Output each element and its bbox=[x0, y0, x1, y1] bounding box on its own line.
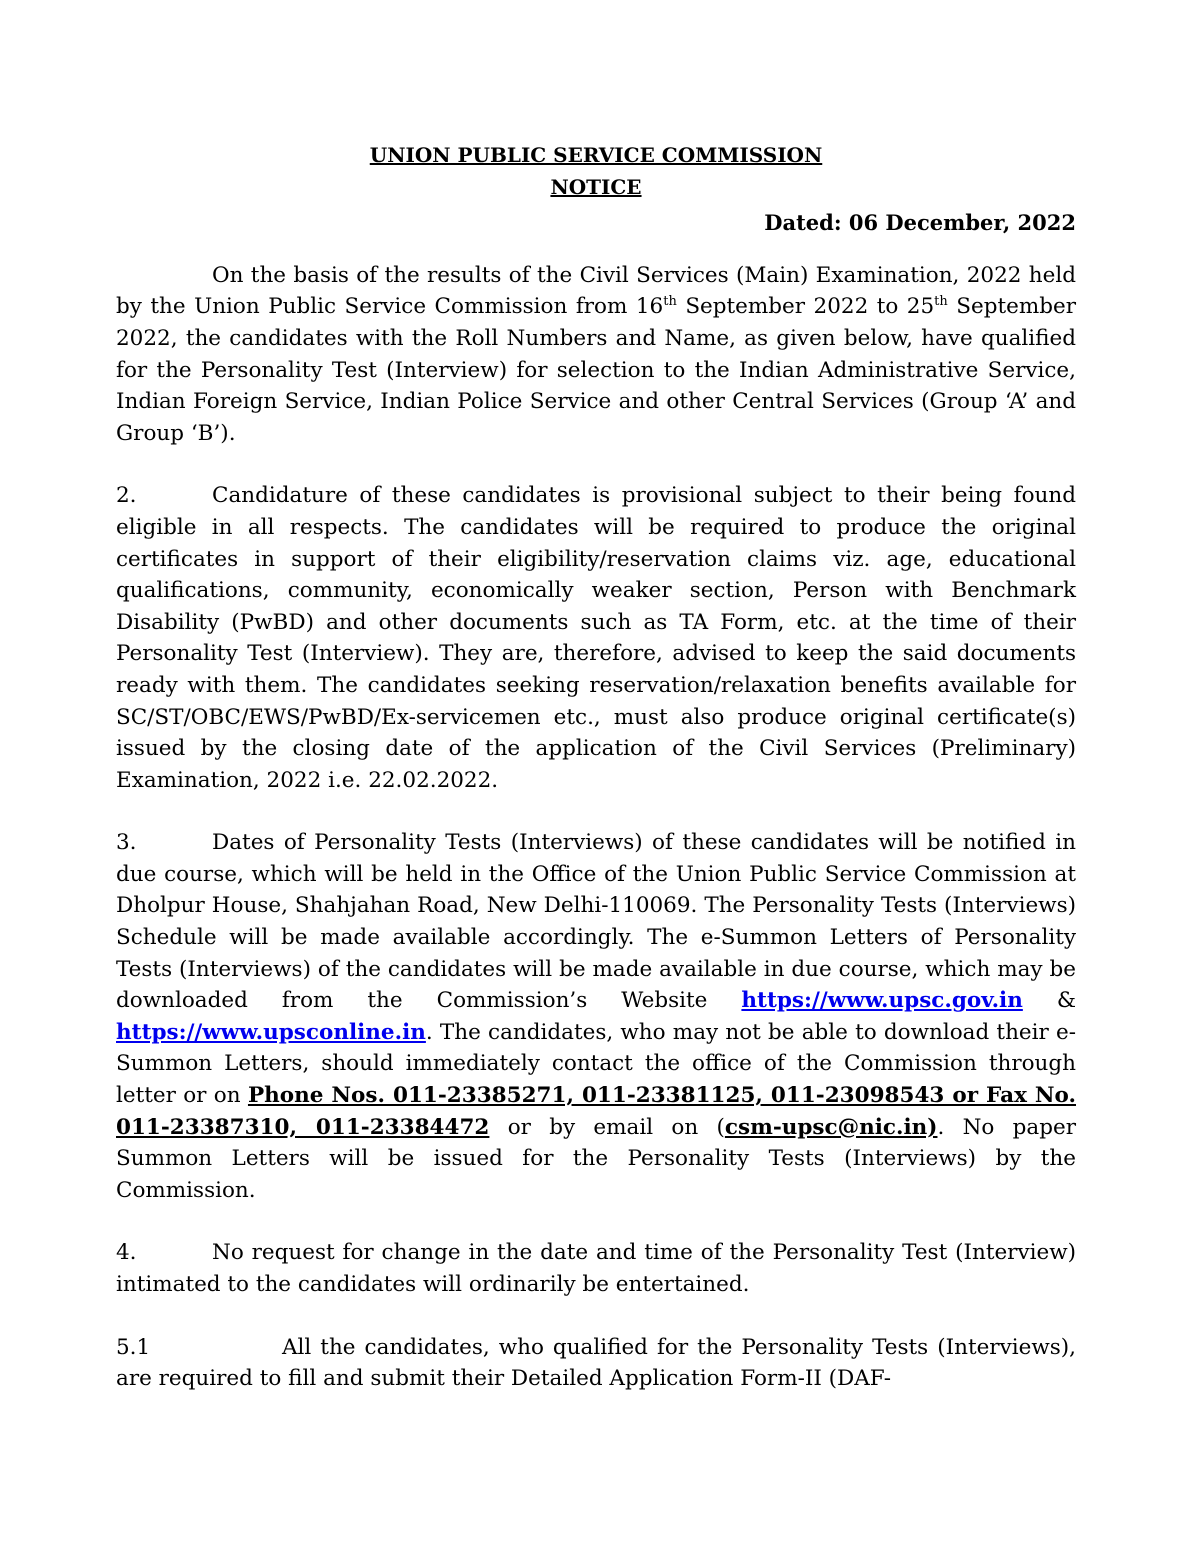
paragraph-number: 2. bbox=[116, 483, 137, 509]
contact-phone-numbers: Phone Nos. 011-23385271, 011-23381125, 011-23098543 or Fax No. 011-23387310, 011-23384472 bbox=[116, 1083, 1076, 1140]
org-heading: UNION PUBLIC SERVICE COMMISSION bbox=[369, 143, 823, 167]
contact-email[interactable]: csm-upsc@nic.in) bbox=[724, 1114, 938, 1140]
notice-page bbox=[116, 140, 1076, 1395]
upsconline-website-link[interactable]: https://www.upsconline.in bbox=[116, 1019, 426, 1045]
paragraph-5-1: 5.1 All the candidates, who qualified for the Personality Tests (Interviews), are required to fill and submit their Detailed Application Form-II (DAF- bbox=[116, 1332, 1076, 1395]
intro-paragraph: On the basis of the results of the Civil Services (Main) Examination, 2022 held by the Union Public Service Commission from 16th September 2022 to 25th September 2022, the candidates with the Roll Numbers and Name, as given below, have qualified for the Personality Test (Interview) for selection to the Indian Administrative Service, Indian Foreign Service, Indian Police Service and other Central Services (Group ‘A’ and Group ‘B’). bbox=[116, 262, 1076, 446]
upsc-website-link[interactable]: https://www.upsc.gov.in bbox=[741, 988, 1023, 1014]
paragraph-number: 4. bbox=[116, 1240, 137, 1266]
notice-date: Dated: 06 December, 2022 bbox=[764, 210, 1076, 236]
paragraph-number: 3. bbox=[116, 830, 137, 856]
paragraph-number: 5.1 bbox=[116, 1334, 151, 1360]
paragraph-4: 4. No request for change in the date and time of the Personality Test (Interview) intimated to the candidates will ordinarily be entertained. bbox=[116, 1237, 1076, 1300]
paragraph-3: 3. Dates of Personality Tests (Interviews) of these candidates will be notified in due course, which will be held in the Office of the Union Public Service Commission at Dholpur House, Shahjahan Road, New Delhi-110069. The Personality Tests (Interviews) Schedule will be made available accordingly. The e-Summon Letters of Personality Tests (Interviews) of the candidates will be made available in due course, which may be downloaded from the Commission’s Website https://www.upsc.gov.in & https://www.upsconline.in. The candidates, who may not be able to download their e-Summon Letters, should immediately contact the office of the Commission through letter or on Phone Nos. 011-23385271, 011-23381125, 011-23098543 or Fax No. 011-23387310, 011-23384472 or by email on (csm-upsc@nic.in). No paper Summon Letters will be issued for the Personality Tests (Interviews) by the Commission. bbox=[116, 827, 1076, 1206]
notice-title: NOTICE bbox=[550, 174, 642, 199]
paragraph-2: 2. Candidature of these candidates is provisional subject to their being found eligible in all respects. The candidates will be required to produce the original certificates in support of their eligibility/reservation claims viz. age, educational qualifications, community, economically weaker section, Person with Benchmark Disability (PwBD) and other documents such as TA Form, etc. at the time of their Personality Test (Interview). They are, therefore, advised to keep the said documents ready with them. The candidates seeking reservation/relaxation benefits available for SC/ST/OBC/EWS/PwBD/Ex-servicemen etc., must also produce original certificate(s) issued by the closing date of the application of the Civil Services (Preliminary) Examination, 2022 i.e. 22.02.2022. bbox=[116, 480, 1076, 796]
